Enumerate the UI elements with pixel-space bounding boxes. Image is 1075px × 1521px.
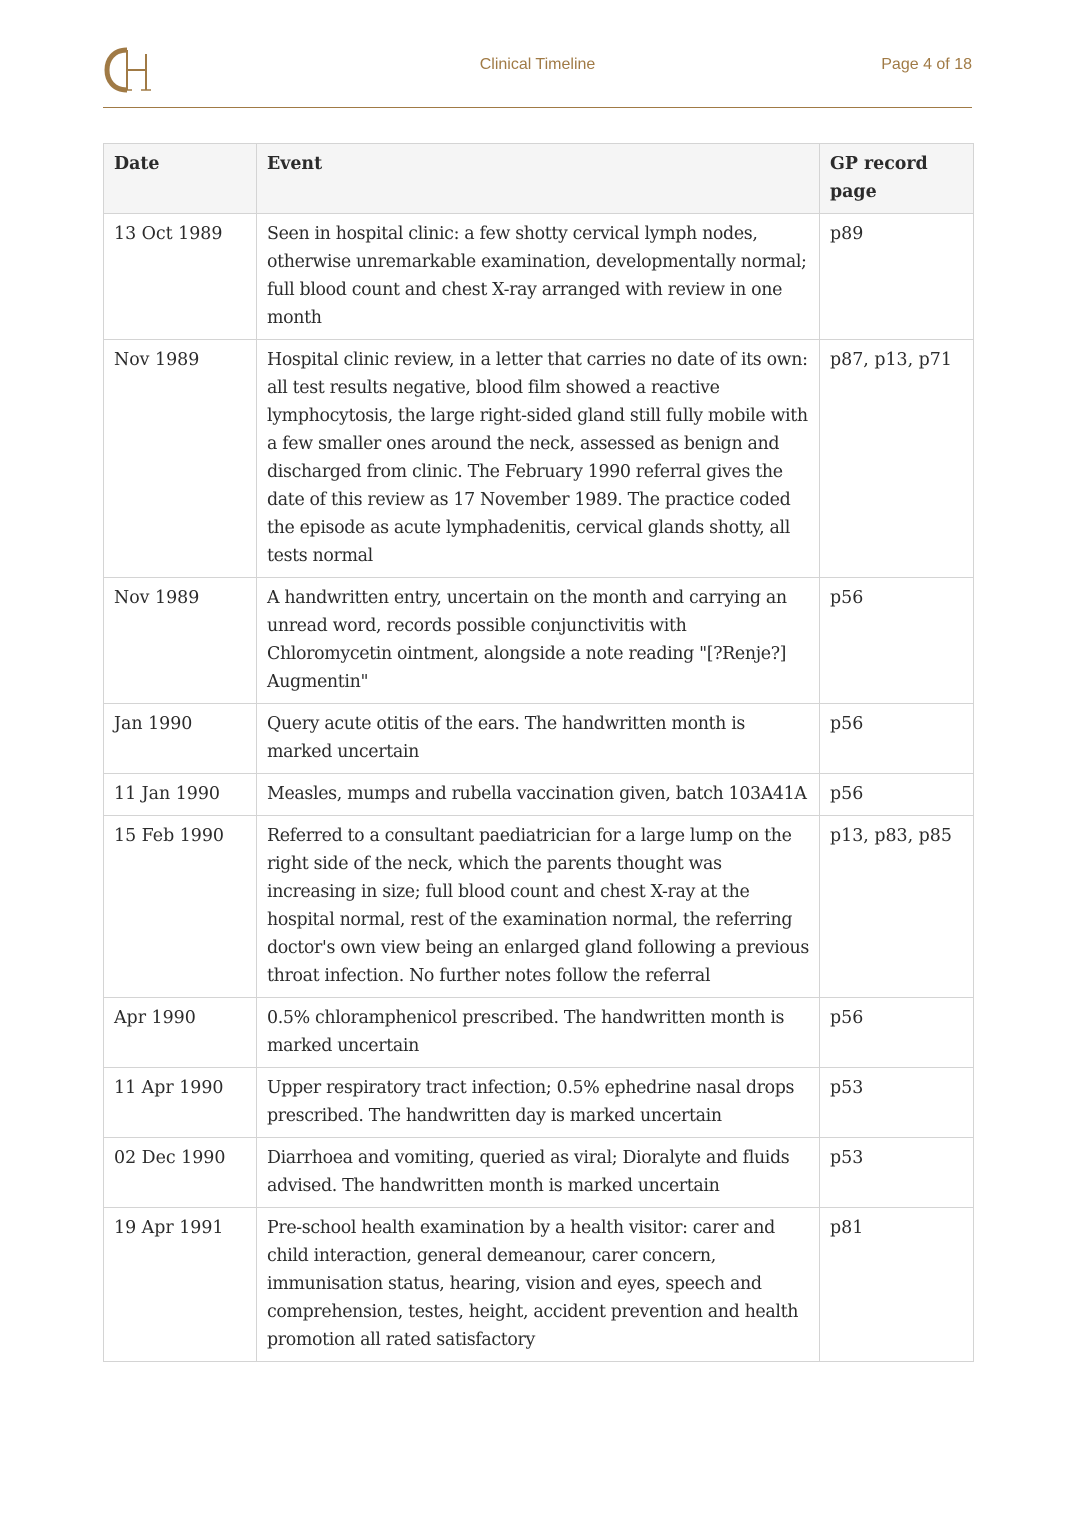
event-column-header: Event xyxy=(257,144,820,214)
page-cell: p56 xyxy=(820,578,974,704)
event-cell: Query acute otitis of the ears. The handwritten month is marked uncertain xyxy=(257,704,820,774)
page-cell: p81 xyxy=(820,1208,974,1362)
date-cell: 02 Dec 1990 xyxy=(104,1138,257,1208)
table-row xyxy=(104,774,974,816)
table-row xyxy=(104,816,974,998)
table-row xyxy=(104,214,974,340)
event-cell: Upper respiratory tract infection; 0.5% ephedrine nasal drops prescribed. The handwritten day is marked uncertain xyxy=(257,1068,820,1138)
date-cell: Nov 1989 xyxy=(104,578,257,704)
date-cell: 11 Apr 1990 xyxy=(104,1068,257,1138)
page-cell: p56 xyxy=(820,774,974,816)
page-cell: p89 xyxy=(820,214,974,340)
date-cell: Apr 1990 xyxy=(104,998,257,1068)
table-row xyxy=(104,704,974,774)
event-cell: Referred to a consultant paediatrician for a large lump on the right side of the neck, which the parents thought was increasing in size; full blood count and chest X-ray at the hospital normal, rest of the examination normal, the referring doctor's own view being an enlarged gland following a previous throat infection. No further notes follow the referral xyxy=(257,816,820,998)
event-cell: Hospital clinic review, in a letter that carries no date of its own: all test results negative, blood film showed a reactive lymphocytosis, the large right-sided gland still fully mobile with a few smaller ones around the neck, assessed as benign and discharged from clinic. The February 1990 referral gives the date of this review as 17 November 1989. The practice coded the episode as acute lymphadenitis, cervical glands shotty, all tests normal xyxy=(257,340,820,578)
page-cell: p53 xyxy=(820,1138,974,1208)
event-cell: Pre-school health examination by a health visitor: carer and child interaction, general demeanour, carer concern, immunisation status, hearing, vision and eyes, speech and comprehension, testes, height, accident prevention and health promotion all rated satisfactory xyxy=(257,1208,820,1362)
date-cell: 13 Oct 1989 xyxy=(104,214,257,340)
date-column-header: Date xyxy=(104,144,257,214)
table-row xyxy=(104,578,974,704)
table-row xyxy=(104,340,974,578)
date-cell: 11 Jan 1990 xyxy=(104,774,257,816)
page-cell: p13, p83, p85 xyxy=(820,816,974,998)
page-indicator: Page 4 of 18 xyxy=(881,56,972,73)
date-cell: Nov 1989 xyxy=(104,340,257,578)
date-cell: 19 Apr 1991 xyxy=(104,1208,257,1362)
page-cell: p56 xyxy=(820,704,974,774)
clinical-timeline-table xyxy=(103,143,974,1362)
table-row xyxy=(104,1138,974,1208)
page-cell: p53 xyxy=(820,1068,974,1138)
event-cell: Measles, mumps and rubella vaccination given, batch 103A41A xyxy=(257,774,820,816)
table-row xyxy=(104,1208,974,1362)
page-header xyxy=(103,0,972,108)
event-cell: Seen in hospital clinic: a few shotty cervical lymph nodes, otherwise unremarkable examination, developmentally normal; full blood count and chest X-ray arranged with review in one month xyxy=(257,214,820,340)
table-header-row xyxy=(104,144,974,214)
document-title: Clinical Timeline xyxy=(479,56,596,73)
table-row xyxy=(104,1068,974,1138)
event-cell: 0.5% chloramphenicol prescribed. The handwritten month is marked uncertain xyxy=(257,998,820,1068)
event-cell: Diarrhoea and vomiting, queried as viral; Dioralyte and fluids advised. The handwritten month is marked uncertain xyxy=(257,1138,820,1208)
page-cell: p56 xyxy=(820,998,974,1068)
event-cell: A handwritten entry, uncertain on the month and carrying an unread word, records possible conjunctivitis with Chloromycetin ointment, alongside a note reading "[?Renje?] Augmentin" xyxy=(257,578,820,704)
table-row xyxy=(104,998,974,1068)
date-cell: 15 Feb 1990 xyxy=(104,816,257,998)
date-cell: Jan 1990 xyxy=(104,704,257,774)
gp-record-page-column-header: GP record page xyxy=(820,144,974,214)
page-cell: p87, p13, p71 xyxy=(820,340,974,578)
